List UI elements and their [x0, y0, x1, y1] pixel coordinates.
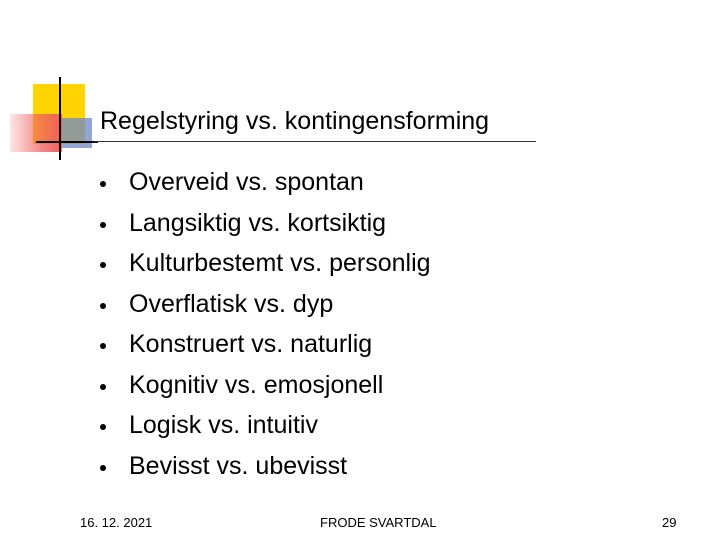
footer-author: FRODE SVARTDAL: [320, 515, 437, 530]
page-number: 29: [662, 515, 677, 530]
list-item: [100, 447, 431, 488]
list-item-text: Logisk vs. intuitiv: [129, 411, 318, 439]
list-item: [100, 406, 431, 447]
horizontal-line: [36, 141, 98, 143]
list-item-text: Konstruert vs. naturlig: [129, 330, 373, 358]
list-item: [100, 325, 431, 366]
list-item: [100, 204, 431, 245]
list-item-text: Overveid vs. spontan: [129, 168, 364, 196]
bullet-icon: [100, 384, 106, 390]
bullet-icon: [100, 303, 106, 309]
red-bar: [10, 114, 62, 152]
list-item-text: Kulturbestemt vs. personlig: [129, 249, 431, 277]
list-item: [100, 366, 431, 407]
title-underline: [94, 141, 536, 142]
bullet-icon: [100, 181, 106, 187]
bullet-icon: [100, 465, 106, 471]
bullet-icon: [100, 343, 106, 349]
list-item-text: Bevisst vs. ubevisst: [129, 451, 348, 480]
list-item: [100, 285, 431, 326]
footer-date: 16. 12. 2021: [80, 515, 153, 530]
list-item-text: Langsiktig vs. kortsiktig: [129, 208, 387, 237]
slide-title: Regelstyring vs. kontingensforming: [100, 107, 490, 135]
list-item-text: Overflatisk vs. dyp: [129, 289, 334, 318]
bullet-icon: [100, 262, 106, 268]
bullet-icon: [100, 424, 106, 430]
list-item: [100, 244, 431, 285]
blue-square: [62, 118, 92, 148]
vertical-line: [59, 77, 61, 160]
bullet-icon: [100, 222, 106, 228]
list-item: [100, 163, 431, 204]
bullet-list: [100, 163, 431, 487]
list-item-text: Kognitiv vs. emosjonell: [129, 370, 384, 399]
